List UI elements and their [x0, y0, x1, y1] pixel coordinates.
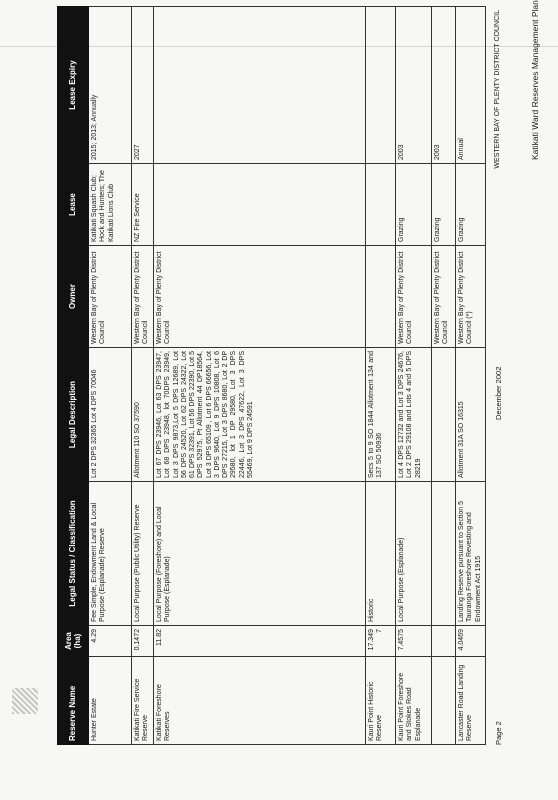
cell-legal-status: Local Purpose (Esplanade) — [396, 482, 432, 626]
page-number: Page 2 — [494, 721, 503, 745]
cell-reserve-name: Katikati Foreshore Reserves — [154, 657, 366, 745]
cell-area: 11.82 — [154, 626, 366, 657]
cell-legal-description: Lot 4 DPS 12732 and Lot 3 DPS 24676, Lot 2 DPS 29108 and Lots 4 and 5 DPS 28219 — [396, 348, 432, 482]
cell-owner: Western Bay of Plenty District Council — [89, 246, 132, 348]
col-header-area: Area (ha) — [58, 626, 89, 657]
cell-reserve-name: Katikati Fire Service Reserve — [132, 657, 154, 745]
cell-reserve-name: Kauri Point Historic Reserve — [366, 657, 396, 745]
cell-legal-status: Landing Reserve pursuant to Section 5 Tauranga Foreshore Revesting and Endowment Act 1915 — [456, 482, 486, 626]
table-row — [432, 7, 456, 745]
cell-legal-status: Local Purpose (Foreshore) and Local Purpose (Esplanade) — [154, 482, 366, 626]
cell-area: 7.4575 — [396, 626, 432, 657]
document-header-title: Katikati Ward Reserves Management Plan — [530, 0, 540, 160]
col-header-legal-description: Legal Description — [58, 348, 89, 482]
col-header-lease: Lease — [58, 164, 89, 246]
cell-lease-expiry — [366, 7, 396, 164]
cell-lease: Grazing — [456, 164, 486, 246]
table-row — [366, 7, 396, 745]
cell-area: 4.29 — [89, 626, 132, 657]
cell-legal-status: Historic — [366, 482, 396, 626]
cell-legal-status — [432, 482, 456, 626]
table-row — [132, 7, 154, 745]
document-date: December 2002 — [494, 366, 503, 420]
cell-legal-description: Allotment 31A SO 16315 — [456, 348, 486, 482]
cell-lease-expiry: 2027 — [132, 7, 154, 164]
cell-reserve-name: Kauri Point Foreshore and Stokes Road Esplanade — [396, 657, 432, 745]
cell-lease-expiry — [154, 7, 366, 164]
cell-lease: Grazing — [396, 164, 432, 246]
cell-legal-description — [432, 348, 456, 482]
cell-owner: Western Bay of Plenty District Council — [132, 246, 154, 348]
cell-reserve-name: Lancaster Road Landing Reserve — [456, 657, 486, 745]
table-row — [154, 7, 366, 745]
cell-lease-expiry: 2003 — [396, 7, 432, 164]
cell-lease-expiry: 2015; 2013; Annually — [89, 7, 132, 164]
cell-area: 17.3497 — [366, 626, 396, 657]
cell-owner: Western Bay of Plenty District Council — [154, 246, 366, 348]
cell-lease: Katikati Squash Club; Hock and Hunters; The Katikati Lions Club — [89, 164, 132, 246]
cell-lease-expiry: Annual — [456, 7, 486, 164]
cell-reserve-name: Hunter Estate — [89, 657, 132, 745]
table-row — [396, 7, 432, 745]
table-row — [456, 7, 486, 745]
table-row — [89, 7, 132, 745]
council-name: WESTERN BAY OF PLENTY DISTRICT COUNCIL — [494, 10, 501, 169]
cell-area: 0.1472 — [132, 626, 154, 657]
cell-legal-description: Allotment 110 SO 37590 — [132, 348, 154, 482]
cell-owner: Western Bay of Plenty District Council (*) — [456, 246, 486, 348]
cell-lease-expiry: 2003 — [432, 7, 456, 164]
cell-area — [432, 626, 456, 657]
cell-legal-description: Lot 67 DPS 23946, Lot 63 DPS 23947, Lot 68 DPS 23948, lot 70DPS 23949, Lot 3 DPS 9873,Lot 5 DPS 12689, Lot 56 DPS 24520, Lot 62 DPS 24322, Lot 61 DPS 32391, Lot 56 DPS 22390, Lot 5 DPS 52975, Pt Allotment 44 DP18564, Lot 3 DPS 65109 , Lot 6 DPS 66656, Lot 3 DPS 9640, Lot 9 DPS 10808, Lot 6 DPS 27215, Lot 3 DPS 8680, Lot 2 DP 29580, lot 1 DP 29580, Lot 3 DPS 22446, Lot 3 DPS 47622, Lot 3 DPS 55469, Lot 9 DPS 24591 — [154, 348, 366, 482]
cell-lease — [154, 164, 366, 246]
cell-lease: NZ Fire Service — [132, 164, 154, 246]
cell-lease — [366, 164, 396, 246]
cell-reserve-name — [432, 657, 456, 745]
cell-legal-description: Secs 5 to 9 SO 1844 Allotment 134 and 137 SO 50936 — [366, 348, 396, 482]
col-header-reserve-name: Reserve Name — [58, 657, 89, 745]
col-header-lease-expiry: Lease Expiry — [58, 7, 89, 164]
table-header-row — [58, 7, 89, 745]
cell-owner: Western Bay of Plenty District Council — [396, 246, 432, 348]
cell-legal-description: Lot 2 DPS 32365 Lot 4 DPS 70046 — [89, 348, 132, 482]
col-header-legal-status: Legal Status / Classification — [58, 482, 89, 626]
cell-owner: Western Bay of Plenty District Council — [432, 246, 456, 348]
cell-lease: Grazing — [432, 164, 456, 246]
reserves-table — [57, 6, 486, 745]
cell-legal-status: Fee Simple, Endowment Land & Local Purpose (Esplanade) Reserve — [89, 482, 132, 626]
col-header-owner: Owner — [58, 246, 89, 348]
cell-area: 4.0469 — [456, 626, 486, 657]
cell-owner — [366, 246, 396, 348]
cell-legal-status: Local Purpose (Public Utility) Reserve — [132, 482, 154, 626]
